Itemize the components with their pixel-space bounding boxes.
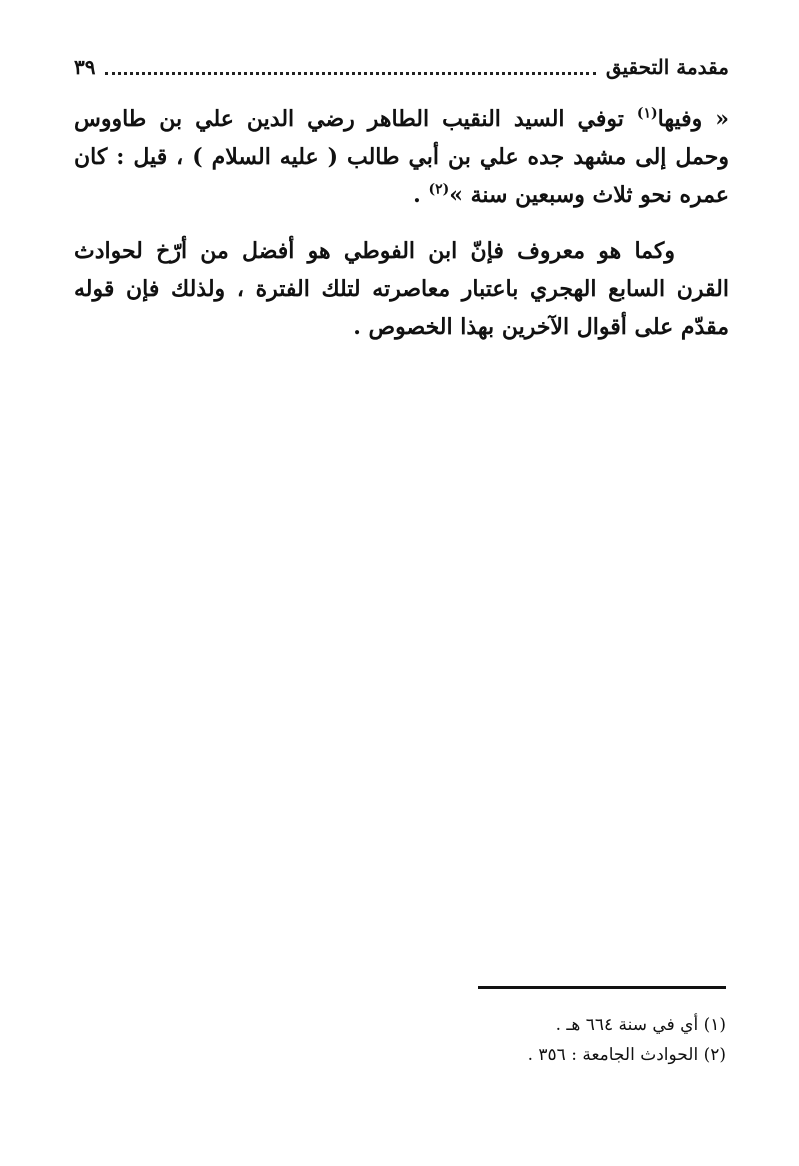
paragraph-2: وكما هو معروف فإنّ ابن الفوطي هو أفضل من أرّخ لحوادث القرن السابع الهجري باعتبار معاصرته لتلك الفترة ، ولذلك فإن قوله مقدّم على أقوال الآخرين بهذا الخصوص . (74, 238, 729, 340)
paragraph-text-1a: وفيها (657, 106, 716, 132)
footnote-ref-2: (٢) (428, 181, 450, 198)
open-quote: « (715, 106, 729, 132)
footnote-ref-1: (١) (636, 105, 658, 122)
footnote-1 (400, 1010, 726, 1040)
leader-dots (105, 72, 595, 75)
paragraph-text-1c: . (413, 182, 429, 208)
footnote-text: الحوادث الجامعة : ٣٥٦ . (527, 1045, 699, 1065)
page-number: ٣٩ (74, 55, 96, 79)
footnotes (400, 1010, 726, 1070)
footnote-2 (400, 1040, 726, 1070)
paragraph-text-1b: توفي السيد النقيب الطاهر رضي الدين علي بن طاووس وحمل إلى مشهد جده علي بن أبي طالب ( عليه السلام ) ، قيل : كان عمره نحو ثلاث وسبعين سنة (74, 106, 729, 208)
running-header (74, 52, 729, 82)
quoted-paragraph (74, 100, 729, 214)
footnote-separator (478, 986, 726, 989)
main-text (74, 100, 729, 346)
close-quote: » (449, 182, 463, 208)
footnote-marker: (١) (703, 1015, 726, 1035)
footnote-marker: (٢) (703, 1045, 726, 1065)
chapter-title: مقدمة التحقيق (605, 55, 729, 79)
footnote-text: أي في سنة ٦٦٤ هـ . (555, 1015, 699, 1035)
